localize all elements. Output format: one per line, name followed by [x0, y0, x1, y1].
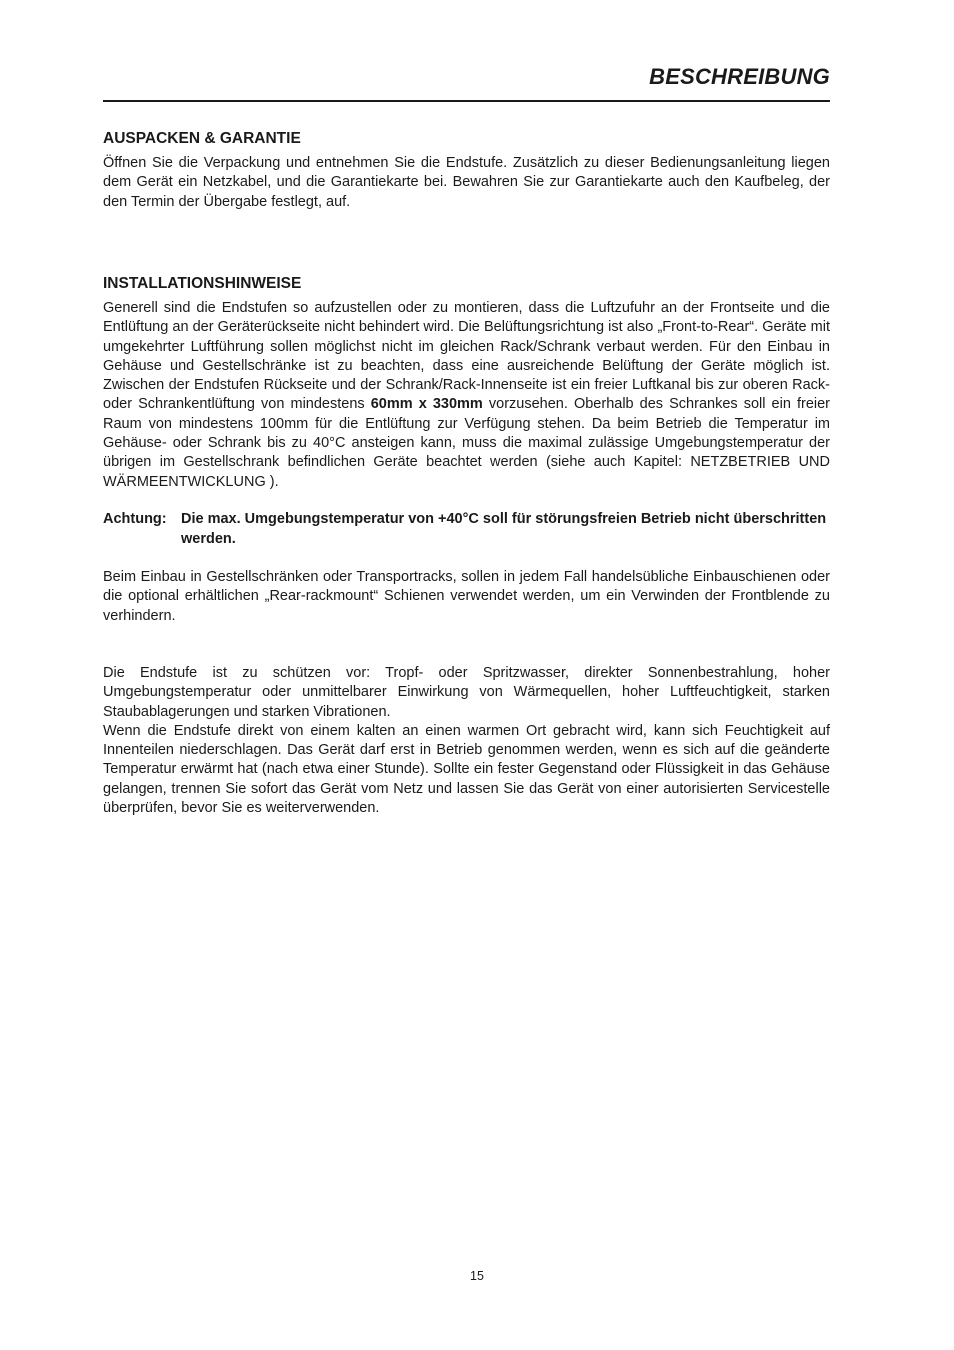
page-title: BESCHREIBUNG	[649, 64, 830, 89]
warning-note	[103, 510, 830, 549]
section-unpacking	[103, 128, 830, 212]
warning-text: Die max. Umgebungstemperatur von +40°C soll für störungsfreien Betrieb nicht überschritten werden.	[181, 511, 827, 547]
rack-paragraph: Beim Einbau in Gestellschränken oder Transportracks, sollen in jedem Fall handelsübliche Einbauschienen oder die optional erhältlichen „Rear-rackmount“ Schienen verwendet werden, um ein Verwinden der Frontblende zu verhindern.	[103, 569, 830, 624]
warning-label: Achtung:	[103, 511, 167, 527]
section-rack-mounting	[103, 568, 830, 626]
installation-paragraph	[103, 299, 830, 492]
section-heading-unpacking: AUSPACKEN & GARANTIE	[103, 130, 301, 147]
section-heading-installation: INSTALLATIONSHINWEISE	[103, 275, 302, 292]
section-protection	[103, 664, 830, 818]
installation-text-part1: Generell sind die Endstufen so aufzustellen oder zu montieren, dass die Luftzufuhr an der Frontseite und die Entlüftung an der Geräterückseite nicht behindert wird. Die Belüftungsrichtung ist also „Front-to-Rear“. Geräte mit umgekehrter Luftführung sollen möglichst nicht im gleichen Rack/Schrank verbaut werden. Für den Einbau in Gehäuse und Gestellschränke ist zu beachten, dass eine ausreichende Belüftung der Geräte möglich ist. Zwischen der Endstufen Rückseite und der Schrank/Rack-Innenseite ist ein freier Luftkanal bis zur oberen Rack- oder Schrankentlüftung von mindestens	[103, 300, 830, 413]
protection-paragraph-2: Wenn die Endstufe direkt von einem kalten an einen warmen Ort gebracht wird, kann sich Feuchtigkeit auf Innenteilen niederschlagen. Das Gerät darf erst in Betrieb genommen werden, wenn es sich auf die geänderte Temperatur erwärmt hat (nach etwa einer Stunde). Sollte ein fester Gegenstand oder Flüssigkeit in das Gehäuse gelangen, trennen Sie sofort das Gerät vom Netz und lassen Sie das Gerät von einer autorisierten Servicestelle überprüfen, bevor Sie es weiterverwenden.	[103, 722, 830, 817]
unpacking-paragraph: Öffnen Sie die Verpackung und entnehmen Sie die Endstufe. Zusätzlich zu dieser Bedienungsanleitung liegen dem Gerät ein Netzkabel, und die Garantiekarte bei. Bewahren Sie zur Garantiekarte auch den Kaufbeleg, der den Termin der Übergabe festlegt, auf.	[103, 155, 830, 210]
installation-text-part2: vorzusehen. Oberhalb des Schrankes soll ein freier Raum von mindestens 100mm für die Entlüftung zur Verfügung stehen. Da beim Betrieb die Temperatur im Gehäuse- oder Schrank bis zu 40°C ansteigen kann, muss die maximal zulässige Umgebungstemperatur der übrigen im Gestellschrank befindlichen Geräte beachtet werden (siehe auch Kapitel: NETZBETRIEB UND WÄRMEENTWICKLUNG ).	[103, 396, 830, 490]
section-installation	[103, 273, 830, 492]
page-header	[103, 62, 830, 102]
installation-dimension: 60mm x 330mm	[370, 396, 483, 413]
page-number: 15	[470, 1269, 484, 1283]
protection-paragraph-1: Die Endstufe ist zu schützen vor: Tropf- oder Spritzwasser, direkter Sonnenbestrahlung, hoher Umgebungstemperatur oder unmittelbarer Einwirkung von Wärmequellen, hoher Luftfeuchtigkeit, starken Staubablagerungen und starken Vibrationen.	[103, 665, 830, 720]
